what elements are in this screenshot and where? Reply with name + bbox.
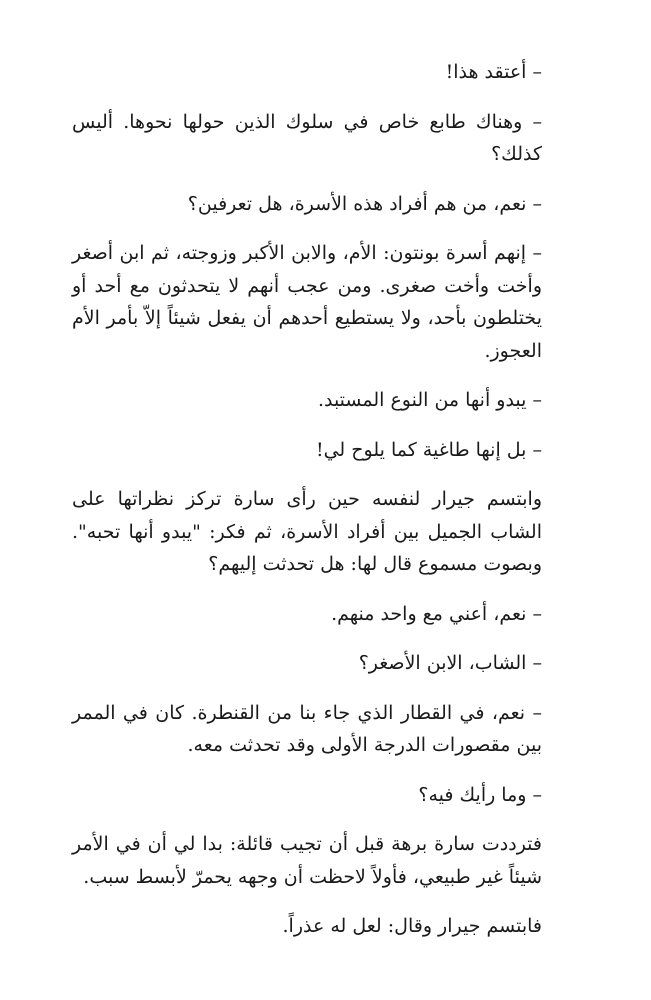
paragraph-1: – أعتقد هذا! xyxy=(445,61,542,83)
book-page xyxy=(72,56,580,960)
paragraph-3: – نعم، من هم أفراد هذه الأسرة، هل تعرفين؟ xyxy=(187,192,542,215)
paragraph-5: – يبدو أنها من النوع المستبد. xyxy=(317,389,542,411)
paragraph-10: – نعم، في القطار الذي جاء بنا من القنطرة. كان في الممر بين مقصورات الدرجة الأولى وقد تحدثت معه. xyxy=(72,701,542,756)
paragraph-11: – وما رأيك فيه؟ xyxy=(418,783,542,806)
paragraph-13: فابتسم جيرار وقال: لعل له عذراً. xyxy=(282,915,542,937)
paragraph-7: وابتسم جيرار لنفسه حين رأى سارة تركز نظراتها على الشاب الجميل بين أفراد الأسرة، ثم فكر: "يبدو أنها تحبه". وبصوت مسموع قال لها: هل تحدثت إليهم؟ xyxy=(72,488,542,575)
paragraph-2: – وهناك طابع خاص في سلوك الذين حولها نحوها. أليس كذلك؟ xyxy=(72,110,542,165)
paragraph-4: – إنهم أسرة بونتون: الأم، والابن الأكبر وزوجته، ثم ابن أصغر وأخت وأخت صغرى. ومن عجب أنهم لا يتحدثون مع أحد أو يختلطون بأحد، ولا يستطيع أحدهم أن يفعل شيئاً إلاّ بأمر الأم العجوز. xyxy=(72,242,542,362)
paragraph-9: – الشاب، الابن الأصغر؟ xyxy=(358,652,542,674)
paragraph-12: فترددت سارة برهة قبل أن تجيب قائلة: بدا لي أن في الأمر شيئاً غير طبيعي، فأولاً لاحظت أن وجهه يحمرّ لأبسط سبب. xyxy=(72,833,542,888)
paragraph-6: – بل إنها طاغية كما يلوح لي! xyxy=(315,438,542,461)
paragraph-8: – نعم، أعني مع واحد منهم. xyxy=(331,602,542,625)
